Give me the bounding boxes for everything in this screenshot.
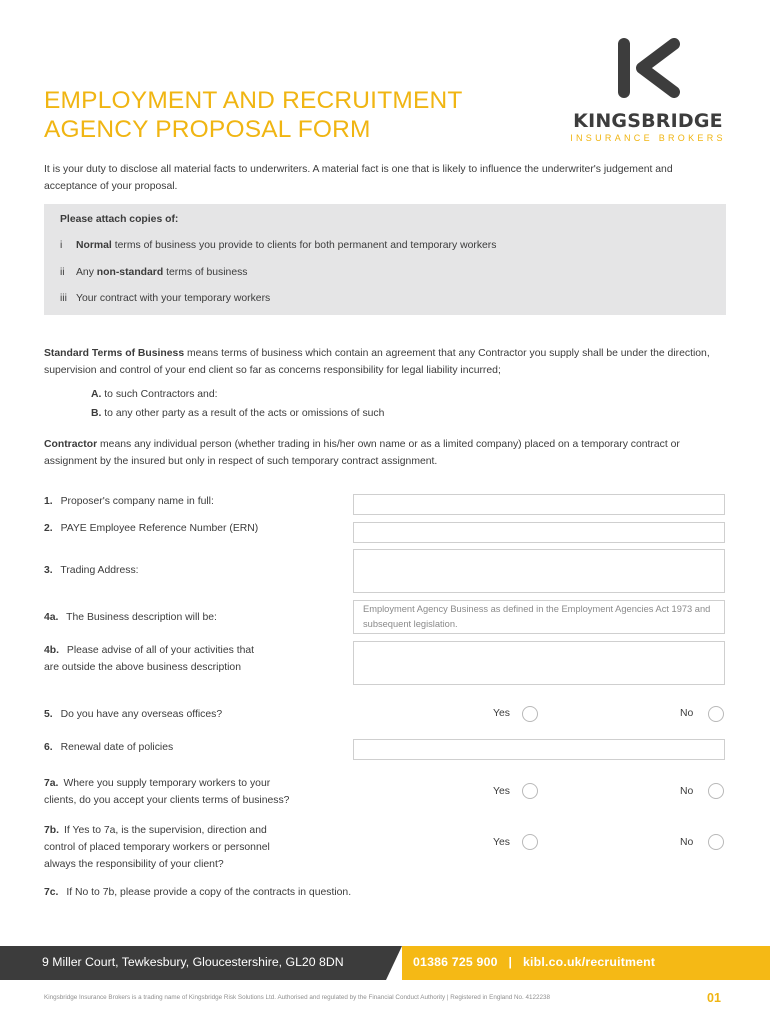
question-4a-label: 4a. The Business description will be: bbox=[44, 612, 217, 623]
question-4b-label: 4b. Please advise of all of your activities that are outside the above business description bbox=[44, 645, 255, 673]
page-title bbox=[44, 86, 463, 144]
attach-item: i Normal terms of business you provide to clients for both permanent and temporary workers bbox=[60, 240, 497, 251]
attach-title: Please attach copies of: bbox=[60, 214, 179, 225]
footer-contact: 01386 725 900 | kibl.co.uk/recruitment bbox=[413, 955, 656, 969]
question-2-label: 2. PAYE Employee Reference Number (ERN) bbox=[44, 523, 259, 534]
business-description-field[interactable] bbox=[353, 600, 725, 634]
q5-yes-label: Yes bbox=[493, 708, 510, 719]
kingsbridge-logo-icon bbox=[618, 38, 680, 98]
question-3-label: 3. Trading Address: bbox=[44, 565, 139, 576]
question-7b-label: 7b. If Yes to 7a, is the supervision, direction and control of placed temporary workers or personnel always the responsibility of your client? bbox=[44, 825, 270, 870]
q7b-no-radio[interactable] bbox=[708, 834, 724, 850]
footer-bar-divider bbox=[386, 946, 402, 980]
page-number: 01 bbox=[707, 991, 721, 1005]
renewal-date-field[interactable] bbox=[353, 739, 725, 760]
attach-item: ii Any non-standard terms of business bbox=[60, 267, 248, 278]
definition-sub-a: A. to such Contractors and: bbox=[91, 389, 218, 400]
trading-address-field[interactable] bbox=[353, 549, 725, 593]
company-name-field[interactable] bbox=[353, 494, 725, 515]
ern-field[interactable] bbox=[353, 522, 725, 543]
legal-notice: Kingsbridge Insurance Brokers is a trading name of Kingsbridge Risk Solutions Ltd. Authorised and regulated by the Financial Conduct Authority | Registered in England No. 4122238 bbox=[44, 994, 551, 1001]
logo-name: KINGSBRIDGE bbox=[573, 110, 723, 132]
definition-sub-b: B. to any other party as a result of the acts or omissions of such bbox=[91, 408, 385, 419]
q7b-yes-radio[interactable] bbox=[522, 834, 538, 850]
contractor-definition: Contractor means any individual person (whether trading in his/her own name or as a limited company) placed on a temporary contract or assignment by the insured but only in respect of such temporary contract assignment. bbox=[44, 439, 680, 467]
question-6-label: 6. Renewal date of policies bbox=[44, 742, 174, 753]
intro-text: It is your duty to disclose all material facts to underwriters. A material fact is one that is likely to influence the underwriter's judgement and acceptance of your proposal. bbox=[44, 164, 673, 192]
title-line-1: EMPLOYMENT AND RECRUITMENT bbox=[44, 87, 463, 114]
q5-yes-radio[interactable] bbox=[522, 706, 538, 722]
q7a-no-label: No bbox=[680, 786, 694, 797]
q7a-no-radio[interactable] bbox=[708, 783, 724, 799]
title-line-2: AGENCY PROPOSAL FORM bbox=[44, 116, 371, 143]
q5-no-label: No bbox=[680, 708, 694, 719]
q7b-yes-label: Yes bbox=[493, 837, 510, 848]
other-activities-field[interactable] bbox=[353, 641, 725, 685]
question-7a-label: 7a. Where you supply temporary workers to your clients, do you accept your clients terms of business? bbox=[44, 778, 290, 806]
q7a-yes-radio[interactable] bbox=[522, 783, 538, 799]
q7b-no-label: No bbox=[680, 837, 694, 848]
footer-address: 9 Miller Court, Tewkesbury, Gloucestershire, GL20 8DN bbox=[42, 955, 344, 969]
question-7c-label: 7c. If No to 7b, please provide a copy of the contracts in question. bbox=[44, 887, 352, 898]
standard-terms-definition: Standard Terms of Business means terms of business which contain an agreement that any Contractor you supply shall be under the direction, supervision and control of your end client so far as concerns responsibility for legal liability incurred; bbox=[44, 348, 710, 376]
q7a-yes-label: Yes bbox=[493, 786, 510, 797]
attach-item: iii Your contract with your temporary workers bbox=[60, 293, 271, 304]
q5-no-radio[interactable] bbox=[708, 706, 724, 722]
question-5-label: 5. Do you have any overseas offices? bbox=[44, 709, 223, 720]
business-description-value: Employment Agency Business as defined in the Employment Agencies Act 1973 and subsequent legislation. bbox=[363, 604, 711, 629]
question-1-label: 1. Proposer's company name in full: bbox=[44, 496, 214, 507]
logo-tagline: INSURANCE BROKERS bbox=[570, 133, 726, 143]
